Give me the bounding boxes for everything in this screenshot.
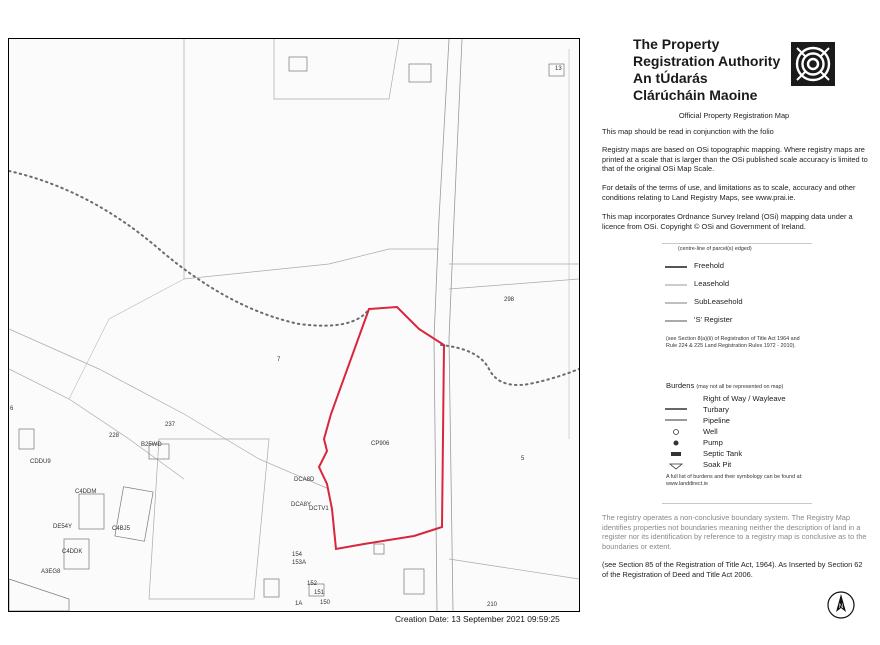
burden-row: Septic Tank [703, 449, 743, 458]
map-drawing [9, 39, 579, 611]
map-label: C4DDK [62, 549, 83, 555]
north-arrow-icon [826, 590, 856, 620]
svg-text:N: N [838, 604, 844, 610]
map-label: C4BJ5 [112, 526, 131, 532]
map-label: 5 [521, 456, 525, 462]
burden-row: Soak Pit [703, 460, 732, 469]
note-3: For details of the terms of use, and limitations as to scale, accuracy and other conditions relating to Land Registry Maps, see www.prai.ie. [602, 183, 856, 202]
legend-section-note: (see Section 8(a)(ii) of Registration of Title Act 1964 and Rule 224 & 225 Land Registration Rules 1972 - 2010). [666, 336, 800, 349]
map-label: 154 [292, 552, 303, 558]
section-ref: (see Section 85 of the Registration of Title Act, 1964). As Inserted by Section 62 of the Registration of Deed and Title Act 2006. [602, 560, 863, 579]
map-label: A3EG8 [41, 569, 61, 575]
map-label: B25WD [141, 442, 162, 448]
map-label: 13 [555, 66, 562, 72]
creation-date: Creation Date: 13 September 2021 09:59:25 [395, 614, 560, 624]
map-label: 6 [10, 406, 14, 412]
map-label: 150 [320, 600, 331, 606]
note-2: Registry maps are based on OSi topographic mapping. Where registry maps are printed at a scale that is larger than the OSi published scale accuracy is limited to that of the original OSi Map Scale. [602, 145, 868, 174]
map-label: 1A [295, 601, 303, 607]
map-label: DCA8D [294, 477, 315, 483]
burden-row: Right of Way / Wayleave [703, 394, 786, 403]
burden-row: Pump [703, 438, 723, 447]
plot-label: CP906 [371, 441, 390, 447]
map-label: 210 [487, 602, 498, 608]
property-boundary [319, 307, 444, 549]
map-label: DE54Y [53, 524, 73, 530]
map-label: 7 [277, 357, 281, 363]
burden-symbols [665, 394, 690, 474]
legend-s-register: 'S' Register [694, 315, 733, 324]
registry-map[interactable] [8, 38, 580, 612]
map-label: 152 [307, 581, 318, 587]
authority-name: The Property Registration Authority An tÚdarás Clárúcháin Maoine [633, 36, 781, 103]
map-title: Official Property Registration Map [678, 111, 790, 120]
disclaimer: The registry operates a non-conclusive boundary system. The Registry Map identifies properties not boundaries meaning neither the description of land in a register nor its identification by reference to a registry map is conclusive as to the boundaries or extent. [602, 513, 867, 551]
map-label: 237 [165, 422, 176, 428]
map-label: CDDU9 [30, 459, 51, 465]
map-label: C4DDM [75, 489, 97, 495]
map-label: 228 [109, 433, 120, 439]
map-label: 153A [292, 560, 307, 566]
burdens-note: A full list of burdens and their symbology can be found at: www.landdirect.ie [666, 474, 803, 487]
note-4: This map incorporates Ordnance Survey Ireland (OSi) mapping data under a licence from OSi. Copyright © OSi and Government of Ireland. [602, 212, 853, 231]
tenure-symbols [665, 260, 690, 340]
legend-caption: (centre-line of parcel(s) edged) [678, 246, 752, 252]
map-label: DCA8Y [291, 502, 312, 508]
authority-logo-icon [791, 42, 835, 86]
map-label: 298 [504, 297, 515, 303]
burden-row: Turbary [703, 405, 729, 414]
map-label: 151 [314, 590, 325, 596]
burden-row: Well [703, 427, 718, 436]
burdens-heading: Burdens (may not all be represented on map) [666, 381, 784, 390]
legend-subleasehold: SubLeasehold [694, 297, 743, 306]
note-1: This map should be read in conjunction with the folio [602, 127, 774, 136]
legend-leasehold: Leasehold [694, 279, 730, 288]
burden-row: Pipeline [703, 416, 731, 425]
map-label: DCTV1 [309, 506, 329, 512]
legend-freehold: Freehold [694, 261, 724, 270]
